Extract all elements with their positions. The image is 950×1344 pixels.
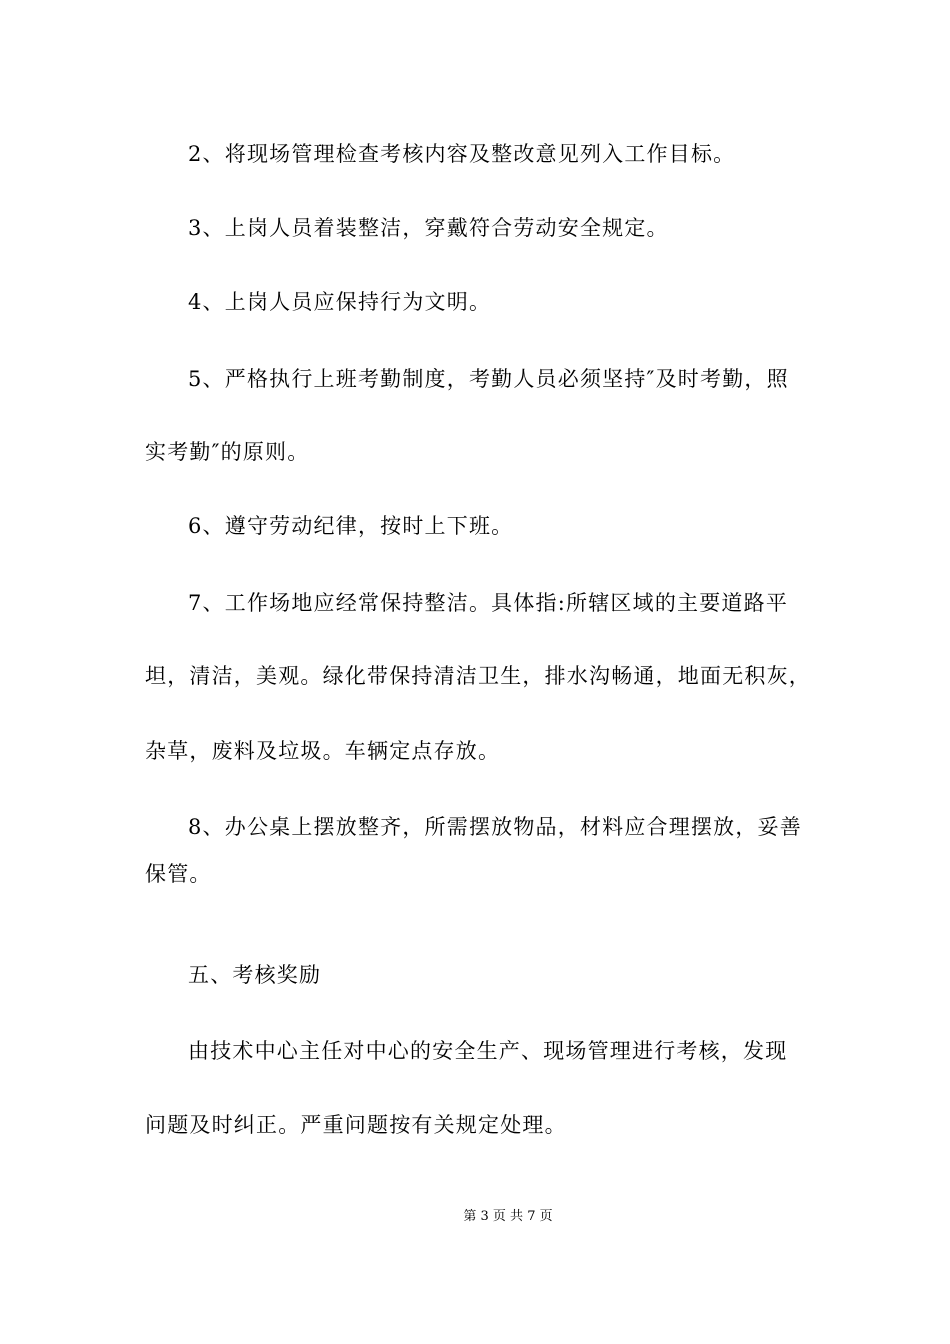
page-number-footer: 第 3 页 共 7 页 — [463, 1209, 553, 1224]
paragraph-item-8-line-2: 保管。 — [145, 862, 212, 886]
paragraph-item-7-line-2: 坦，清洁，美观。绿化带保持清洁卫生，排水沟畅通，地面无积灰， — [145, 664, 811, 688]
paragraph-item-7-line-3: 杂草，废料及垃圾。车辆定点存放。 — [145, 739, 501, 763]
paragraph-item-8-line-1: 8、办公桌上摆放整齐，所需摆放物品，材料应合理摆放，妥善 — [188, 815, 802, 839]
paragraph-item-3: 3、上岗人员着装整洁，穿戴符合劳动安全规定。 — [188, 216, 669, 240]
paragraph-item-4: 4、上岗人员应保持行为文明。 — [188, 290, 492, 314]
paragraph-item-2: 2、将现场管理检查考核内容及整改意见列入工作目标。 — [188, 142, 736, 166]
paragraph-item-5-line-2: 实考勤″的原则。 — [145, 440, 310, 464]
paragraph-item-7-line-1: 7、工作场地应经常保持整洁。具体指:所辖区域的主要道路平 — [188, 591, 789, 615]
section-paragraph-line-1: 由技术中心主任对中心的安全生产、现场管理进行考核，发现 — [188, 1039, 788, 1063]
section-heading: 五、考核奖励 — [188, 963, 322, 987]
paragraph-item-6: 6、遵守劳动纪律，按时上下班。 — [188, 514, 514, 538]
section-paragraph-line-2: 问题及时纠正。严重问题按有关规定处理。 — [145, 1113, 567, 1137]
paragraph-item-5-line-1: 5、严格执行上班考勤制度，考勤人员必须坚持″及时考勤，照 — [188, 367, 789, 391]
